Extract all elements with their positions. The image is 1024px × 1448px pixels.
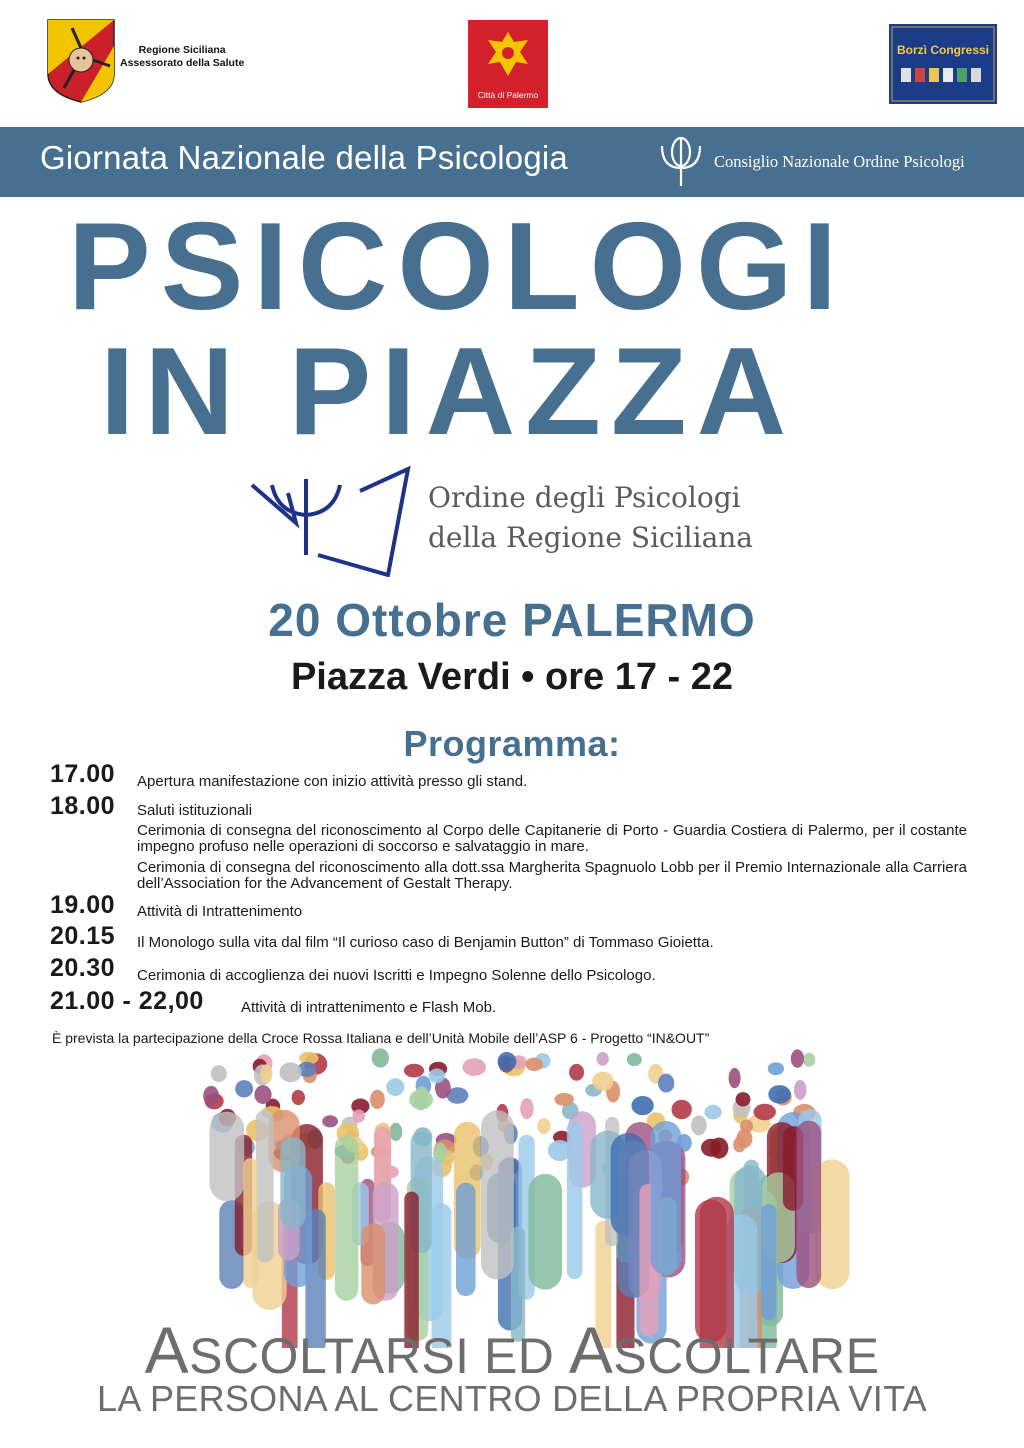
crowd-head	[736, 1129, 752, 1148]
crowd-head	[235, 1080, 253, 1097]
crowd-head	[520, 1098, 533, 1119]
psi-icon	[656, 136, 706, 188]
crowd-figure	[280, 1137, 305, 1229]
banner-title: Giornata Nazionale della Psicologia	[40, 139, 568, 176]
crowd-head	[409, 1090, 433, 1110]
crowd-head	[498, 1052, 517, 1071]
crowd-figure	[528, 1174, 562, 1290]
crowd-head	[203, 1086, 219, 1106]
crowd-head	[211, 1065, 227, 1082]
programma-note: È prevista la partecipazione della Croce Rossa Italiana e dell’Unità Mobile dell’ASP 6 - Progetto “IN&OUT”	[52, 1030, 710, 1046]
crowd-head	[462, 1058, 486, 1076]
crowd-head	[768, 1085, 791, 1104]
crowd-head	[554, 1093, 574, 1106]
schedule-text: Saluti istituzionali	[137, 802, 253, 819]
crowd-figure	[650, 1121, 681, 1274]
crowd-figure	[761, 1204, 777, 1320]
crowd-head	[537, 1118, 550, 1134]
slogan-line-1: ASCOLTARSI ED ASCOLTARE	[144, 1313, 880, 1387]
crowd-head	[803, 1053, 815, 1067]
crowd-head	[279, 1062, 301, 1082]
schedule-subtext: Cerimonia di consegna del riconoscimento al Corpo delle Capitanerie di Porto - Guardia Costiera di Palermo, per il costante impegno profuso nelle operazioni di soccorso e salvataggio in mare.	[137, 822, 967, 855]
crowd-head	[292, 1090, 305, 1105]
banner-org-label: Consiglio Nazionale Ordine Psicologi	[714, 152, 965, 171]
crowd-head	[705, 1105, 722, 1120]
schedule-time: 18.00	[50, 792, 116, 820]
headline-line-1: PSICOLOGI	[68, 198, 847, 336]
citta-di-palermo-logo	[468, 20, 548, 108]
event-date: 20 Ottobre PALERMO	[268, 594, 756, 646]
crowd-head	[352, 1109, 365, 1122]
crowd-head	[370, 1090, 385, 1109]
crowd-head	[736, 1092, 751, 1106]
crowd-head	[597, 1052, 609, 1066]
schedule-subtext: Cerimonia di consegna del riconoscimento alla dott.ssa Margherita Spagnuolo Lobb per il Premio Internazionale alla Carriera dell’Association for the Advancement of Gestalt Therapy.	[137, 859, 967, 892]
ordine-psicologi-logo	[248, 465, 416, 577]
schedule-text: Apertura manifestazione con inizio attività presso gli stand.	[137, 773, 528, 790]
crowd-head	[592, 1072, 613, 1091]
regione-siciliana-logo	[44, 16, 118, 104]
borzi-congressi-logo	[889, 24, 997, 104]
crowd-head	[631, 1096, 653, 1115]
crowd-head	[525, 1058, 543, 1072]
schedule-time: 20.15	[50, 922, 116, 950]
schedule-time: 17.00	[50, 760, 116, 788]
crowd-head	[569, 1064, 584, 1081]
crowd-head	[390, 1123, 403, 1141]
headline-line-2: IN PIAZZA	[100, 323, 797, 461]
borzi-logo-label: Borzì Congressi	[896, 43, 990, 57]
crowd-head	[386, 1078, 404, 1096]
crowd-figure	[456, 1183, 476, 1296]
crowd-head	[260, 1064, 272, 1083]
crowd-head	[372, 1048, 389, 1067]
crowd-head	[701, 1139, 721, 1157]
crowd-head	[754, 1104, 776, 1120]
crowd-figure	[335, 1135, 358, 1301]
schedule-time: 21.00 - 22,00	[50, 987, 204, 1015]
schedule-text: Cerimonia di accoglienza dei nuovi Iscritti e Impegno Solenne dello Psicologo.	[137, 967, 656, 984]
crowd-head	[322, 1115, 338, 1127]
crowd-head	[729, 1068, 741, 1088]
crowd-figure	[256, 1110, 274, 1262]
schedule-text: Attività di Intrattenimento	[137, 903, 303, 920]
crowd-head	[627, 1053, 642, 1066]
crowd-head	[404, 1064, 424, 1078]
crowd-figure	[796, 1121, 821, 1288]
crowd-head	[672, 1100, 692, 1120]
crowd-head	[768, 1062, 784, 1075]
crowd-head	[429, 1069, 445, 1084]
crowd-figure	[243, 1158, 257, 1288]
event-place: Piazza Verdi • ore 17 - 22	[290, 656, 734, 698]
crowd-head	[254, 1085, 271, 1104]
crowd-illustration	[170, 1048, 850, 1348]
crowd-figure	[567, 1121, 582, 1279]
schedule-text: Il Monologo sulla vita dal film “Il curioso caso di Benjamin Button” di Tommaso Gioietta.	[137, 934, 714, 951]
crowd-head	[794, 1080, 807, 1100]
schedule-text: Attività di intrattenimento e Flash Mob.	[241, 999, 497, 1016]
regione-label: Regione Siciliana Assessorato della Salute	[120, 44, 245, 69]
crowd-head	[791, 1049, 804, 1067]
programma-title: Programma:	[403, 723, 621, 764]
crowd-figure	[210, 1112, 245, 1202]
palermo-logo-label: Città di Palermo	[477, 90, 539, 100]
schedule-time: 19.00	[50, 891, 116, 919]
ordine-label: Ordine degli Psicologi della Regione Siciliana	[428, 481, 753, 554]
schedule-time: 20.30	[50, 954, 116, 982]
crowd-figure	[361, 1223, 385, 1304]
crowd-head	[658, 1074, 674, 1093]
slogan-line-2: LA PERSONA AL CENTRO DELLA PROPRIA VITA	[97, 1378, 927, 1419]
crowd-head	[691, 1115, 707, 1135]
crowd-figure	[481, 1110, 514, 1279]
